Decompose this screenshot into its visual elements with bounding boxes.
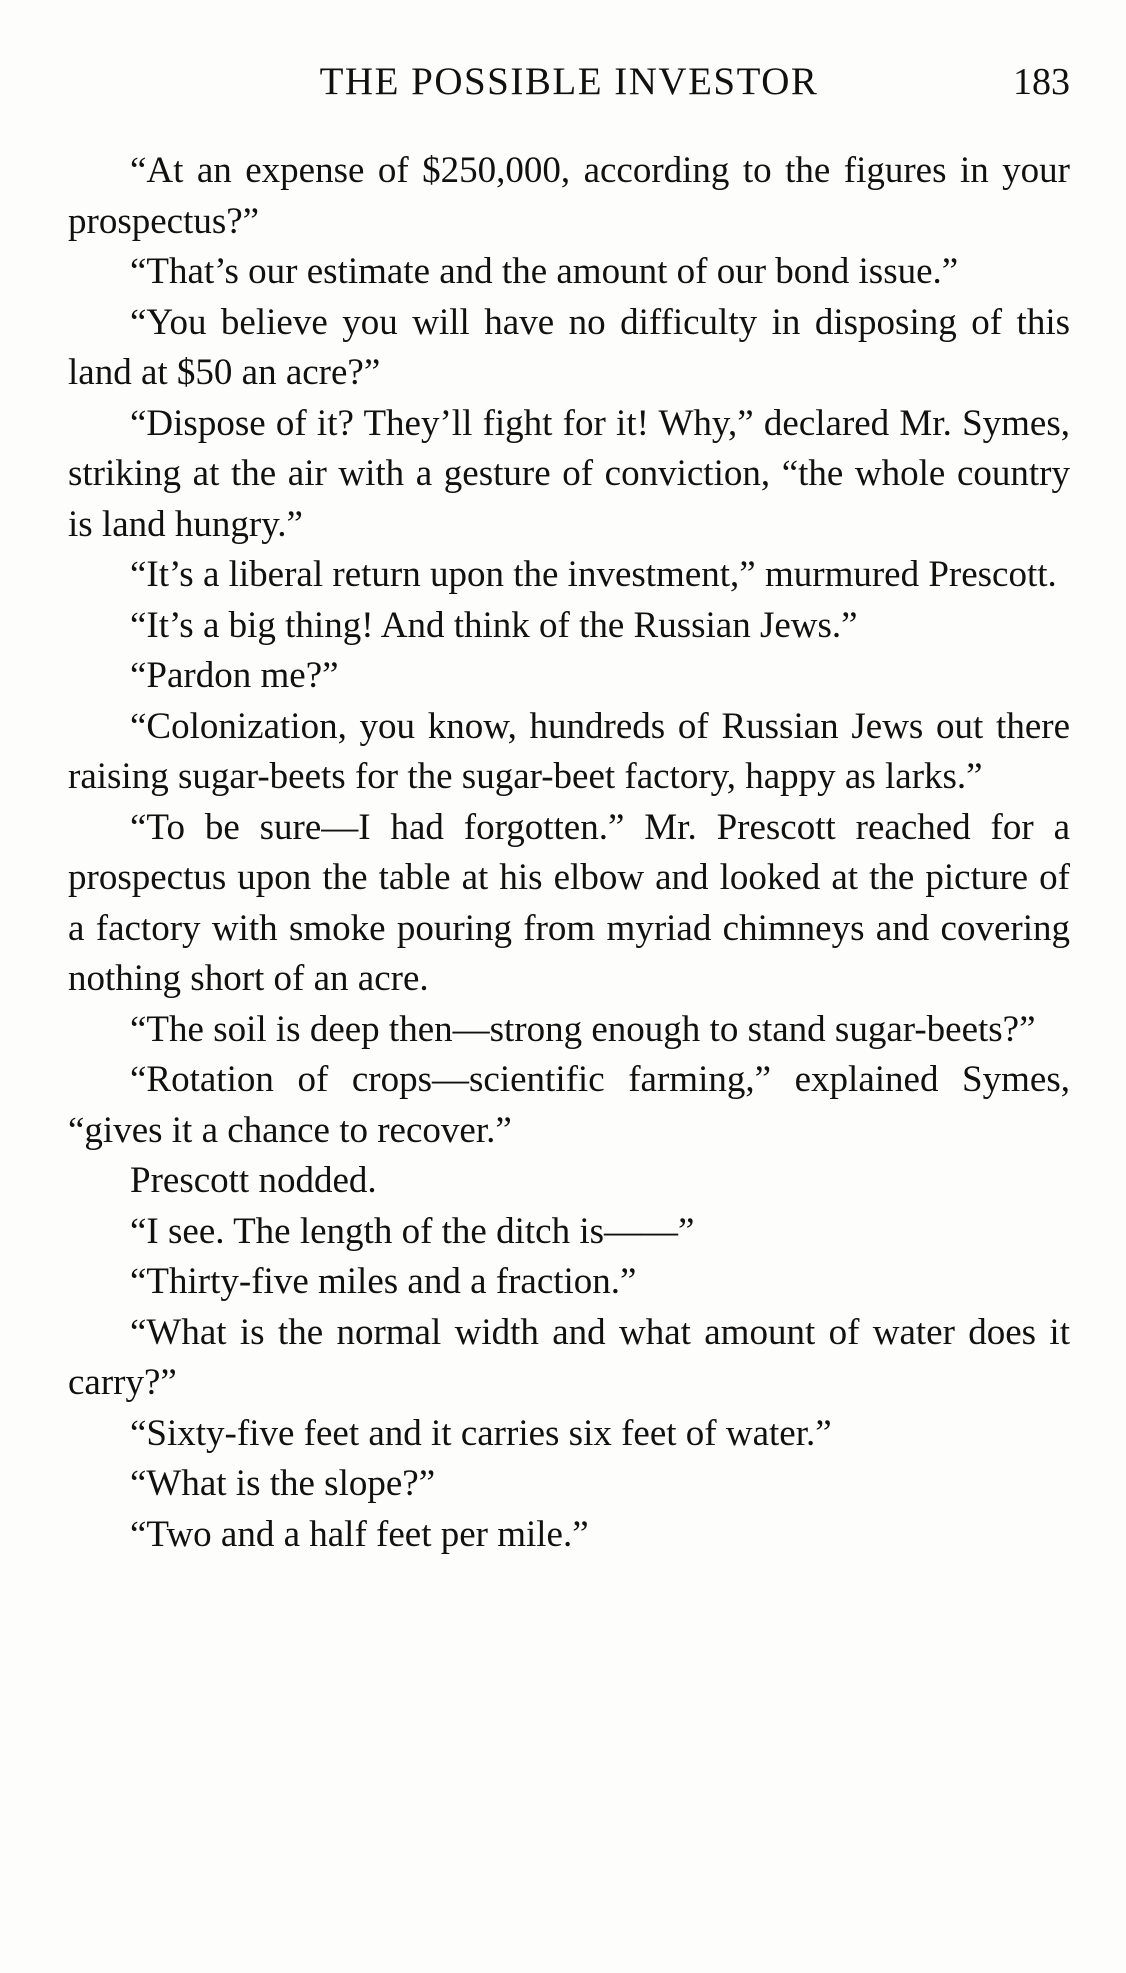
paragraph: “You believe you will have no difficulty in disposing of this land at $50 an acre?” [68, 301, 1070, 393]
paragraph: “To be sure—I had forgotten.” Mr. Prescott reached for a prospectus upon the table at his elbow and looked at the picture of a factory with smoke pouring from myriad chimneys and covering nothing short of an acre. [68, 806, 1070, 999]
paragraph: “I see. The length of the ditch is——” [130, 1210, 695, 1252]
paragraph: “It’s a big thing! And think of the Russian Jews.” [130, 604, 858, 646]
paragraph: “Two and a half feet per mile.” [130, 1513, 589, 1555]
paragraph: “Thirty-five miles and a fraction.” [130, 1261, 637, 1302]
paragraph: “What is the normal width and what amount of water does it carry?” [68, 1311, 1070, 1403]
body-text [68, 146, 1070, 1560]
paragraph: “That’s our estimate and the amount of our bond issue.” [130, 251, 959, 292]
paragraph: “Rotation of crops—scientific farming,” explained Symes, “gives it a chance to recover.” [68, 1059, 1070, 1151]
running-head [68, 52, 1070, 112]
paragraph: “Colonization, you know, hundreds of Russian Jews out there raising sugar-beets for the sugar-beet factory, happy as larks.” [68, 705, 1070, 797]
paragraph: “At an expense of $250,000, according to the figures in your prospectus?” [68, 150, 1070, 242]
paragraph: Prescott nodded. [130, 1160, 377, 1201]
running-title: THE POSSIBLE INVESTOR [319, 60, 819, 103]
paragraph: “Dispose of it? They’ll fight for it! Why,” declared Mr. Symes, striking at the air with a gesture of conviction, “the whole country is land hungry.” [68, 402, 1070, 545]
paragraph: “Pardon me?” [130, 655, 339, 696]
paragraph: “Sixty-five feet and it carries six feet of water.” [130, 1412, 832, 1454]
paragraph: “The soil is deep then—strong enough to stand sugar-beets?” [130, 1008, 1036, 1050]
page-number: 183 [1013, 61, 1070, 103]
paragraph: “It’s a liberal return upon the investment,” murmured Prescott. [130, 554, 1057, 595]
paragraph: “What is the slope?” [130, 1463, 436, 1504]
